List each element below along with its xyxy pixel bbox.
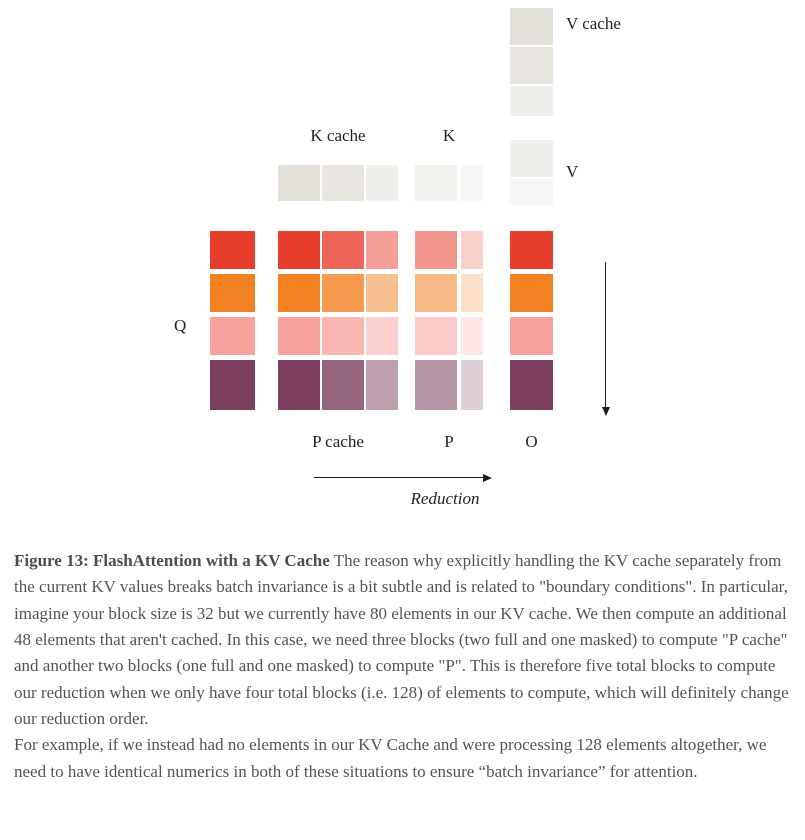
p-cache-block xyxy=(322,231,364,269)
reduction-arrow-line xyxy=(314,477,485,478)
p-cache-block xyxy=(366,360,398,410)
v-cache-block xyxy=(510,47,553,84)
p-cache-block xyxy=(366,317,398,355)
k-cache-label: K cache xyxy=(310,126,366,145)
o-block xyxy=(510,360,553,410)
p-cache-block xyxy=(366,231,398,269)
p-label: P xyxy=(444,432,454,451)
p-block xyxy=(415,360,457,410)
p-block xyxy=(415,274,457,312)
k-cache-block xyxy=(322,165,364,201)
q-block xyxy=(210,274,255,312)
caption-paragraph-2: For example, if we instead had no elements in our KV Cache and were processing 128 elements altogether, we need to have identical numerics in both of these situations to ensure “batch invariance” for attention. xyxy=(14,735,767,781)
v-label: V xyxy=(566,162,579,181)
v-cache-label: V cache xyxy=(566,14,621,33)
q-block xyxy=(210,360,255,410)
p-cache-block xyxy=(366,274,398,312)
v-cache-block xyxy=(510,8,553,45)
p-block xyxy=(461,317,483,355)
q-block xyxy=(210,231,255,269)
v-cache-block xyxy=(510,86,553,116)
q-block xyxy=(210,317,255,355)
o-block xyxy=(510,274,553,312)
p-block xyxy=(461,360,483,410)
o-block xyxy=(510,317,553,355)
p-block xyxy=(461,274,483,312)
k-block xyxy=(461,165,483,201)
p-block xyxy=(461,231,483,269)
figure-caption xyxy=(14,548,792,785)
k-cache-block xyxy=(278,165,320,201)
p-cache-block xyxy=(322,317,364,355)
caption-paragraph-1 xyxy=(14,548,792,732)
p-cache-block xyxy=(278,231,320,269)
o-block xyxy=(510,231,553,269)
p-cache-block xyxy=(278,360,320,410)
k-label: K xyxy=(442,126,456,145)
p-cache-block xyxy=(322,274,364,312)
caption-title: Figure 13: FlashAttention with a KV Cache xyxy=(14,551,330,570)
reduction-label: Reduction xyxy=(410,489,480,508)
p-cache-block xyxy=(278,274,320,312)
k-block xyxy=(415,165,457,201)
p-cache-label: P cache xyxy=(312,432,364,451)
v-block xyxy=(510,140,553,177)
v-block xyxy=(510,179,553,205)
reduction-arrow-head xyxy=(483,474,492,482)
down-arrow-line xyxy=(605,262,606,408)
p-cache-block xyxy=(278,317,320,355)
p-block xyxy=(415,231,457,269)
q-label: Q xyxy=(174,316,187,335)
down-arrow-head xyxy=(602,407,610,416)
p-block xyxy=(415,317,457,355)
o-label: O xyxy=(525,432,538,451)
caption-body: The reason why explicitly handling the KV cache separately from the current KV values breaks batch invariance is a bit subtle and is related to "boundary conditions". In particular, imagine your block size is 32 but we currently have 80 elements in our KV cache. We then compute an additional 48 elements that aren't cached. In this case, we need three blocks (two full and one masked) to compute "P cache" and another two blocks (one full and one masked) to compute "P". This is therefore five total blocks to compute our reduction when we only have four total blocks (i.e. 128) of elements to compute, which will definitely change our reduction order. xyxy=(14,551,789,729)
k-cache-block xyxy=(366,165,398,201)
p-cache-block xyxy=(322,360,364,410)
